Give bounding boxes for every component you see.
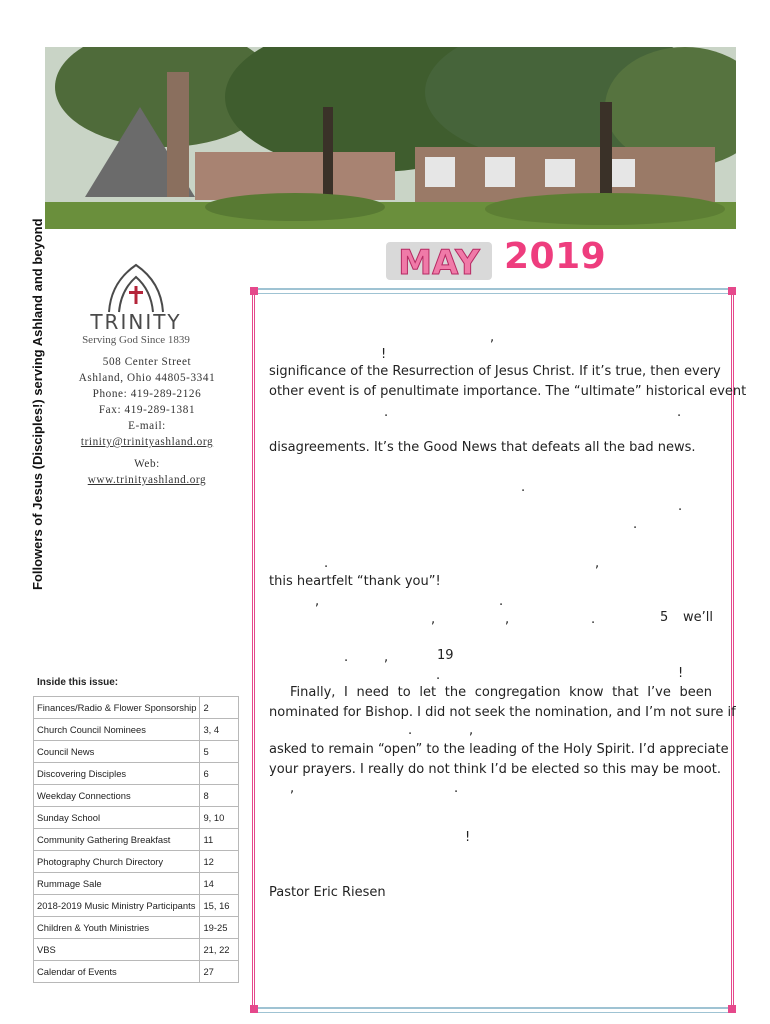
issue-row [34,873,239,895]
fax: Fax: 419-289-1381 [98,404,196,416]
issue-page: 11 [200,829,239,851]
logo-wordmark: TRINITY [90,310,182,334]
punctuation: . [499,594,504,609]
web-link[interactable]: www.trinityashland.org [87,474,207,486]
frame-corner [728,287,736,295]
punctuation: ! [678,666,684,681]
punctuation: , [595,556,600,571]
punctuation: , [490,330,495,345]
issue-row [34,917,239,939]
letter-line: this heartfelt “thank you”! [269,574,441,589]
letter-line: nominated for Bishop. I did not seek the nomination, and I’m not sure if [269,705,736,720]
may-text: MAY [398,243,480,282]
issue-row [34,807,239,829]
issue-row [34,719,239,741]
issue-topic: 2018-2019 Music Ministry Participants [34,895,200,917]
issue-page: 14 [200,873,239,895]
frame-bottom-border [252,1007,734,1013]
web-label: Web: [134,458,160,470]
issue-year: 2019 [504,236,607,277]
issue-topic: Council News [34,741,200,763]
punctuation: . [408,723,413,738]
punctuation: , [290,781,295,796]
issue-page: 9, 10 [200,807,239,829]
issue-topic: Community Gathering Breakfast [34,829,200,851]
issue-topic: Discovering Disciples [34,763,200,785]
frame-corner [250,287,258,295]
issue-page: 12 [200,851,239,873]
issue-page: 21, 22 [200,939,239,961]
email-link[interactable]: trinity@trinityashland.org [80,436,214,448]
phone: Phone: 419-289-2126 [92,388,202,400]
church-arch-icon [101,262,171,314]
issue-topic: Finances/Radio & Flower Sponsorship [34,697,200,719]
may-graphic [386,240,492,282]
signature: Pastor Eric Riesen [269,885,386,900]
issue-page: 2 [200,697,239,719]
church-photo [45,47,736,229]
issue-row [34,961,239,983]
punctuation: . [324,556,329,571]
issue-topic: Church Council Nominees [34,719,200,741]
inside-issue-table [33,696,239,983]
issue-topic: Calendar of Events [34,961,200,983]
letter-line: Finally, I need to let the congregation know that I’ve been [290,685,712,700]
punctuation: , [384,650,389,665]
trinity-logo [80,262,192,352]
punctuation: . [678,499,683,514]
tagline: Followers of Jesus (Disciples!) serving Ashland and beyond [30,218,45,590]
letter-fragment: 5 [660,610,669,625]
punctuation: . [454,781,459,796]
logo-subtitle: Serving God Since 1839 [82,334,190,346]
letter-fragment: we’ll [683,610,713,625]
letter-line: disagreements. It’s the Good News that defeats all the bad news. [269,440,696,455]
punctuation: . [436,668,441,683]
issue-topic: Photography Church Directory [34,851,200,873]
issue-topic: Sunday School [34,807,200,829]
issue-row [34,697,239,719]
punctuation: . [591,612,596,627]
punctuation: ! [465,830,471,845]
punctuation: . [633,517,638,532]
issue-topic: Rummage Sale [34,873,200,895]
frame-top-border [252,288,734,294]
punctuation: , [505,612,510,627]
issue-page: 8 [200,785,239,807]
punctuation: , [315,594,320,609]
issue-page: 6 [200,763,239,785]
letter-line: asked to remain “open” to the leading of the Holy Spirit. I’d appreciate [269,742,729,757]
issue-row [34,851,239,873]
issue-topic: Children & Youth Ministries [34,917,200,939]
frame-corner [250,1005,258,1013]
issue-row [34,829,239,851]
punctuation: . [677,405,682,420]
issue-row [34,895,239,917]
contact-block [52,354,242,488]
letter-fragment: 19 [437,648,454,663]
letter-line: your prayers. I really do not think I’d be elected so this may be moot. [269,762,721,777]
punctuation: . [344,650,349,665]
punctuation: ! [381,347,387,362]
frame-corner [728,1005,736,1013]
issue-page: 5 [200,741,239,763]
issue-row [34,763,239,785]
punctuation: , [431,612,436,627]
issue-topic: Weekday Connections [34,785,200,807]
letter-line: significance of the Resurrection of Jesus Christ. If it’s true, then every [269,364,721,379]
letter-line: other event is of penultimate importance. The “ultimate” historical event [269,384,747,399]
issue-row [34,785,239,807]
city-line: Ashland, Ohio 44805-3341 [78,372,216,384]
issue-row [34,741,239,763]
punctuation: . [521,480,526,495]
issue-page: 19-25 [200,917,239,939]
issue-topic: VBS [34,939,200,961]
punctuation: , [469,723,474,738]
email-label: E-mail: [128,420,166,432]
issue-page: 15, 16 [200,895,239,917]
street-address: 508 Center Street [102,356,192,368]
punctuation: . [384,405,389,420]
inside-issue-title: Inside this issue: [37,677,119,688]
issue-page: 27 [200,961,239,983]
issue-page: 3, 4 [200,719,239,741]
issue-row [34,939,239,961]
